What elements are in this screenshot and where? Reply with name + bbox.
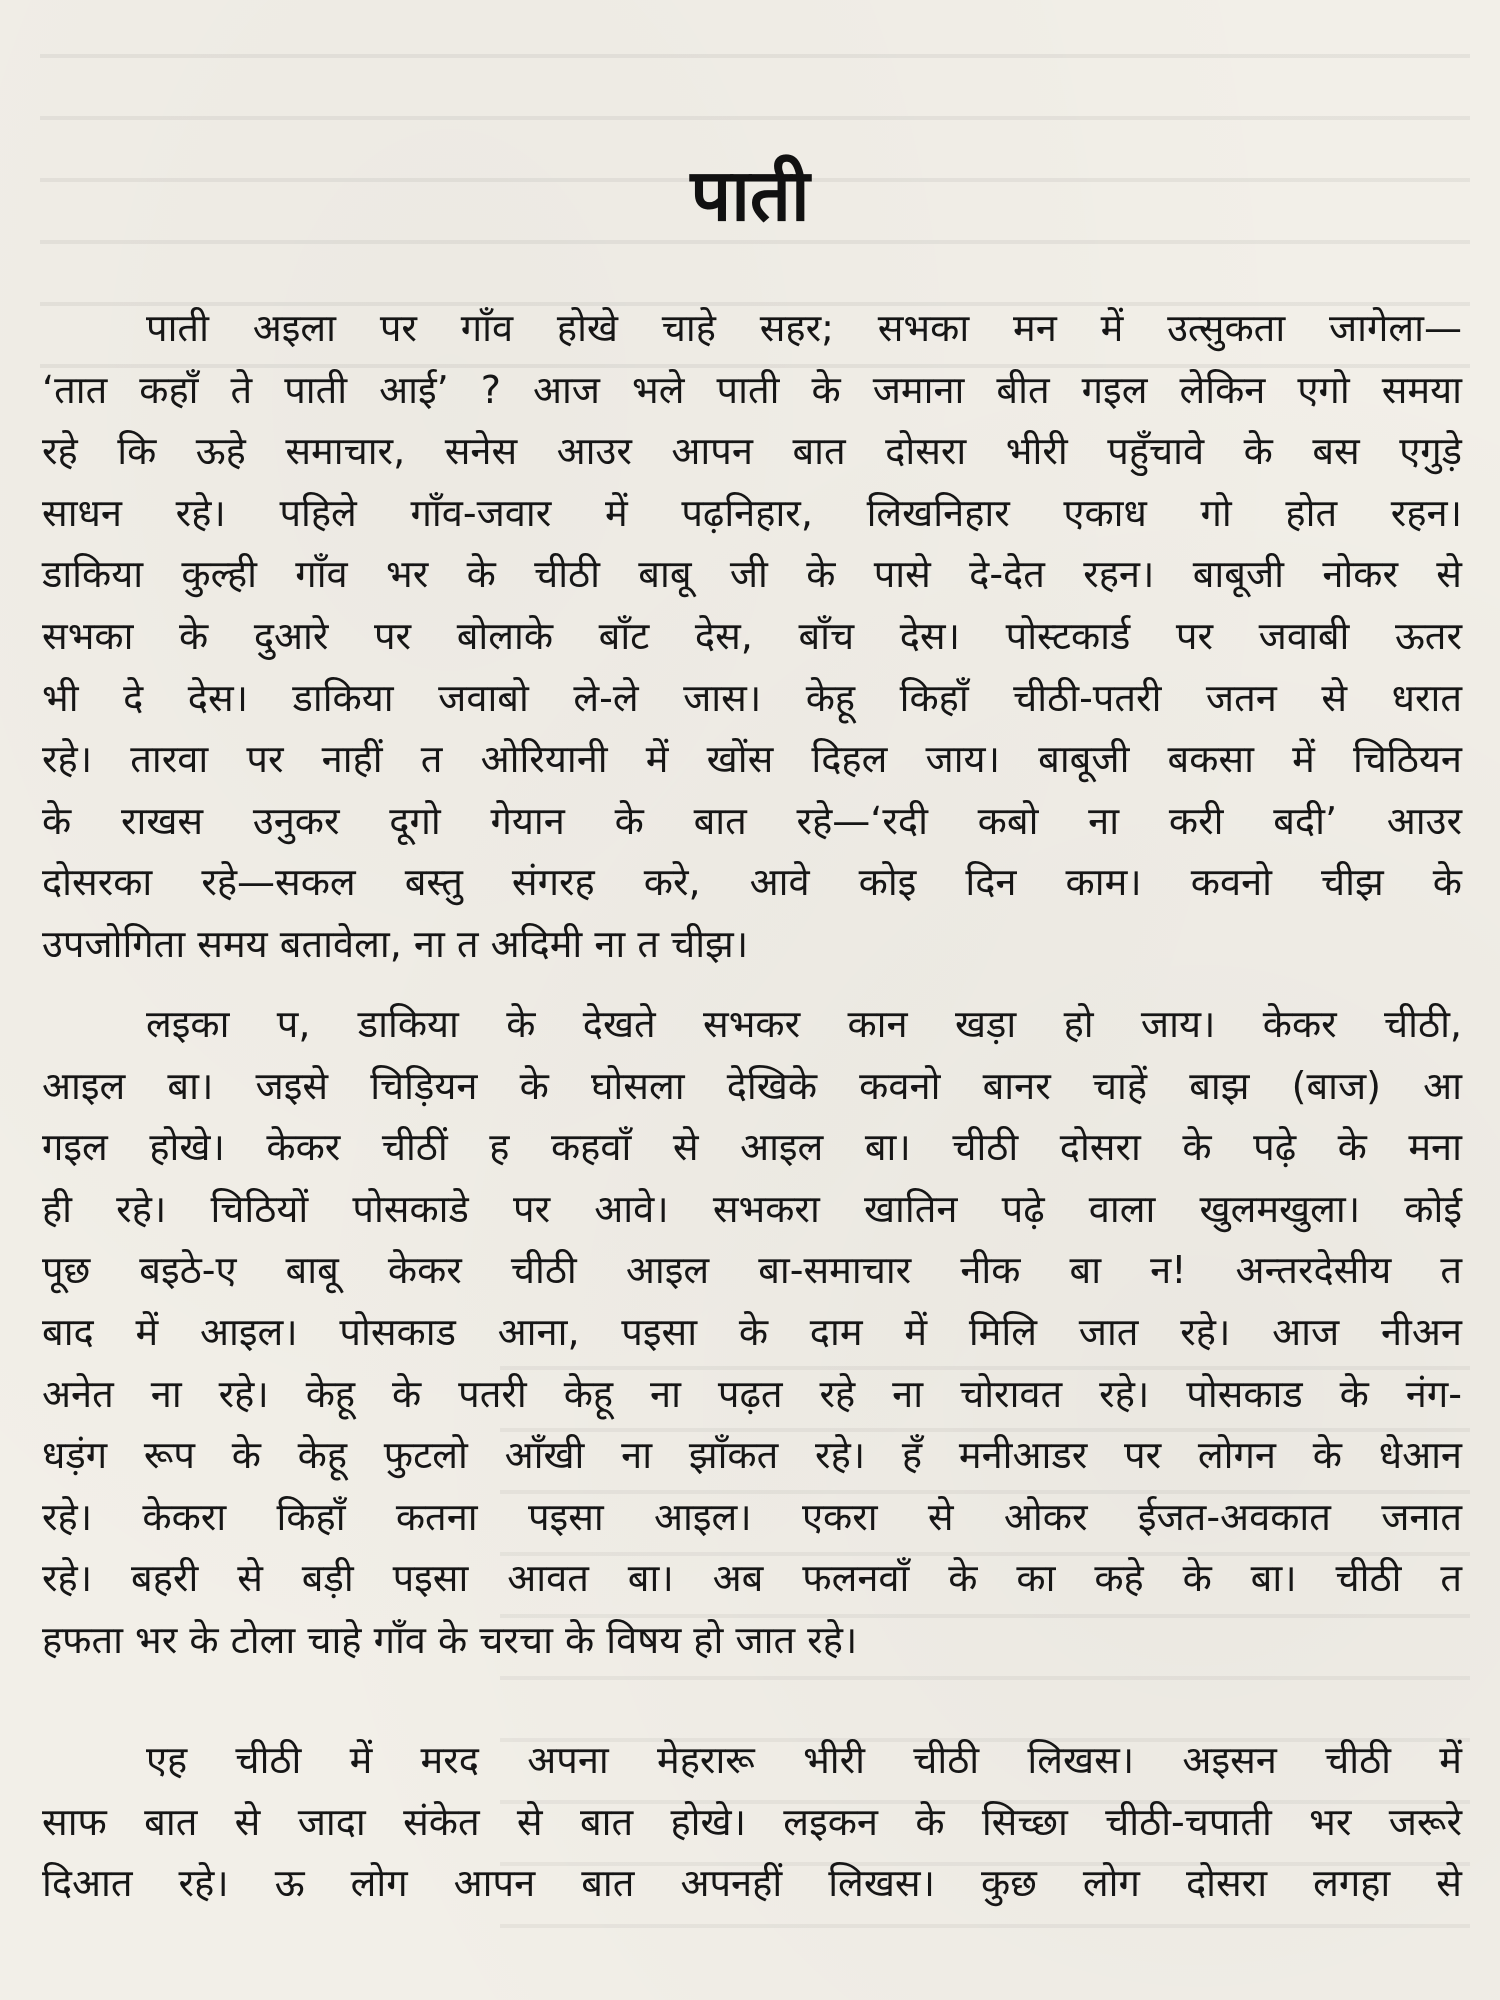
paragraph [42, 298, 1462, 976]
paragraph [42, 1730, 1462, 1915]
text-line: पूछ बइठे-ए बाबू केकर चीठी आइल बा-समाचार नीक बा न! अन्तरदेसीय त [42, 1248, 1462, 1293]
text-line: एह चीठी में मरद अपना मेहरारू भीरी चीठी लिखस। अइसन चीठी में [146, 1738, 1462, 1782]
text-line: हफता भर के टोला चाहे गाँव के चरचा के विषय हो जात रहे। [42, 1617, 858, 1662]
page-title: पाती [690, 153, 810, 237]
text-line: गइल होखे। केकर चीठीं ह कहवाँ से आइल बा। चीठी दोसरा के पढ़े के मना [42, 1125, 1462, 1170]
text-line: दोसरका रहे—सकल बस्तु संगरह करे, आवे कोइ दिन काम। कवनो चीझ के [42, 860, 1462, 905]
paragraph [42, 994, 1462, 1672]
text-line: रहे। तारवा पर नाहीं त ओरियानी में खोंस दिहल जाय। बाबूजी बकसा में चिठियन [42, 737, 1462, 782]
text-line: भी दे देस। डाकिया जवाबो ले-ले जास। केहू किहाँ चीठी-पतरी जतन से धरात [42, 675, 1462, 720]
text-line: पाती अइला पर गाँव होखे चाहे सहर; सभका मन में उत्सुकता जागेला— [146, 306, 1462, 350]
text-line: के राखस उनुकर दूगो गेयान के बात रहे—‘रदी कबो ना करी बदी’ आउर [42, 798, 1462, 843]
text-line: डाकिया कुल्ही गाँव भर के चीठी बाबू जी के पासे दे-देत रहन। बाबूजी नोकर से [42, 552, 1462, 597]
text-line: रहे कि ऊहे समाचार, सनेस आउर आपन बात दोसरा भीरी पहुँचावे के बस एगुड़े [42, 429, 1462, 474]
text-line: साधन रहे। पहिले गाँव-जवार में पढ़निहार, लिखनिहार एकाध गो होत रहन। [42, 490, 1462, 535]
text-line: रहे। बहरी से बड़ी पइसा आवत बा। अब फलनवाँ के का कहे के बा। चीठी त [42, 1556, 1462, 1601]
text-line: उपजोगिता समय बतावेला, ना त अदिमी ना त चीझ। [42, 921, 749, 966]
text-line: ‘तात कहाँ ते पाती आई’ ? आज भले पाती के जमाना बीत गइल लेकिन एगो समया [42, 367, 1462, 412]
text-line: रहे। केकरा किहाँ कतना पइसा आइल। एकरा से ओकर ईजत-अवकात जनात [42, 1494, 1462, 1539]
text-line: ही रहे। चिठियों पोसकाडे पर आवे। सभकरा खातिन पढ़े वाला खुलमखुला। कोई [42, 1186, 1462, 1231]
text-line: लइका प, डाकिया के देखते सभकर कान खड़ा हो जाय। केकर चीठी, [146, 1002, 1462, 1046]
text-line: सभका के दुआरे पर बोलाके बाँट देस, बाँच देस। पोस्टकार्ड पर जवाबी ऊतर [42, 613, 1462, 658]
text-line: धड़ंग रूप के केहू फुटलो आँखी ना झाँकत रहे। हँ मनीआडर पर लोगन के धेआन [42, 1433, 1462, 1478]
text-line: साफ बात से जादा संकेत से बात होखे। लइकन के सिच्छा चीठी-चपाती भर जरूरे [42, 1799, 1462, 1844]
text-line: बाद में आइल। पोसकाड आना, पइसा के दाम में मिलि जात रहे। आज नीअन [42, 1309, 1462, 1354]
text-line: अनेत ना रहे। केहू के पतरी केहू ना पढ़त रहे ना चोरावत रहे। पोसकाड के नंग- [42, 1371, 1462, 1416]
text-line: दिआत रहे। ऊ लोग आपन बात अपनहीं लिखस। कुछ लोग दोसरा लगहा से [42, 1861, 1462, 1906]
text-line: आइल बा। जइसे चिड़ियन के घोसला देखिके कवनो बानर चाहें बाझ (बाज) आ [42, 1063, 1462, 1108]
